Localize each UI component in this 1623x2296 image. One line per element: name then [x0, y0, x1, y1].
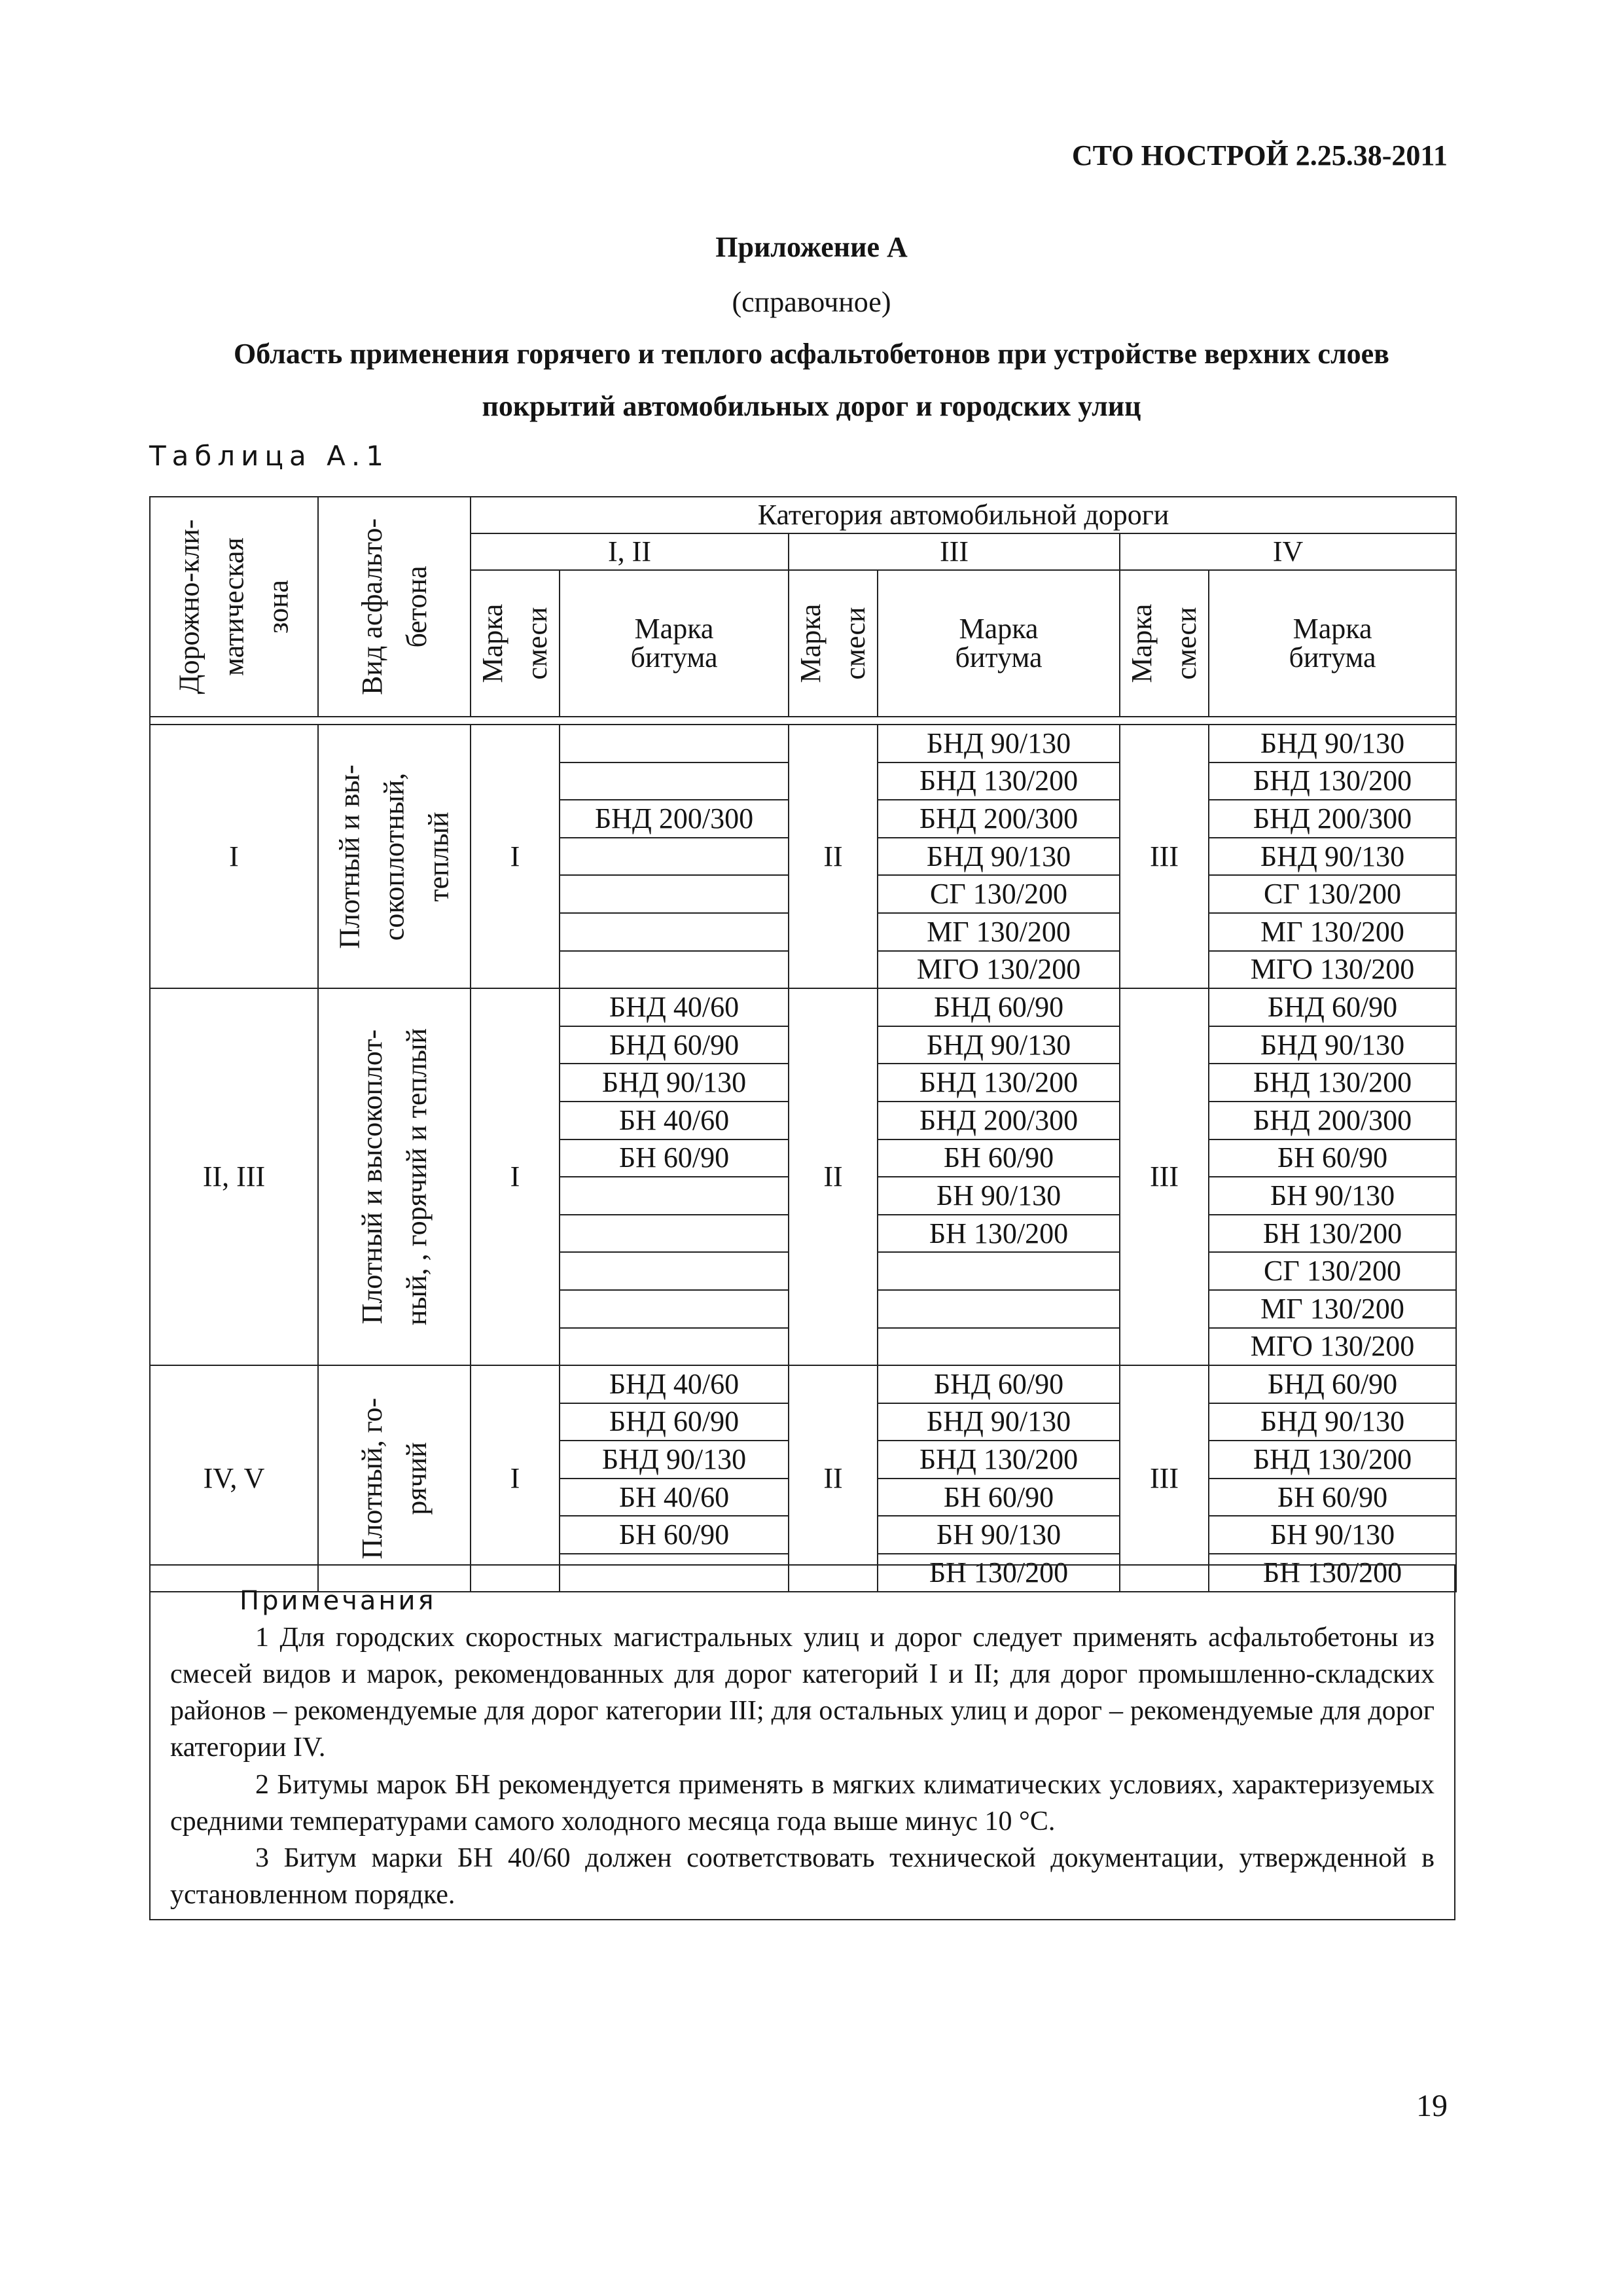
cell-bitumen-grade: БНД 90/130	[560, 1064, 789, 1102]
cell-bitumen-grade: БН 40/60	[560, 1102, 789, 1139]
appendix-heading-line2: покрытий автомобильных дорог и городских улиц	[482, 390, 1141, 422]
cell-bitumen-grade: БНД 130/200	[1209, 762, 1456, 800]
header-category-3: IV	[1120, 533, 1456, 570]
asphalt-table	[149, 496, 1457, 1592]
cell-bitumen-grade	[560, 875, 789, 913]
header-bitumen-line2: битума	[955, 641, 1043, 673]
note-item-1: 1 Для городских скоростных магистральных улиц и дорог следует применять асфальтобетоны из смесей видов и марок, рекомендованных для дорог категорий I и II; для дорог промышленно-складских районов – рекомендуемые для дорог категории III; для остальных улиц и дорог – рекомендуемые для дорог категории IV.	[170, 1622, 1435, 1763]
cell-bitumen-grade	[560, 913, 789, 951]
header-mix-grade	[789, 570, 878, 717]
header-bitumen-grade	[560, 570, 789, 717]
cell-bitumen-grade: БНД 200/300	[878, 1102, 1120, 1139]
cell-bitumen-grade: БНД 60/90	[878, 988, 1120, 1026]
cell-bitumen-grade: БНД 130/200	[878, 1441, 1120, 1479]
table-body	[150, 497, 1456, 1592]
cell-bitumen-grade: БНД 200/300	[1209, 1102, 1456, 1139]
cell-bitumen-grade: БНД 60/90	[560, 1403, 789, 1441]
cell-bitumen-grade: БНД 90/130	[878, 725, 1120, 762]
header-zone-line3: зона	[262, 579, 294, 634]
cell-bitumen-grade: БН 60/90	[560, 1516, 789, 1554]
cell-bitumen-grade	[560, 838, 789, 876]
header-bitumen-line2: битума	[630, 641, 718, 673]
header-bitumen-grade	[1209, 570, 1456, 717]
cell-bitumen-grade	[560, 1328, 789, 1366]
cell-bitumen-grade: МГ 130/200	[1209, 913, 1456, 951]
header-type-line1: Вид асфальто-	[355, 518, 388, 695]
cell-bitumen-grade: БН 40/60	[560, 1479, 789, 1516]
table-row	[150, 1365, 1456, 1403]
cell-bitumen-grade: БНД 60/90	[560, 1026, 789, 1064]
table-row	[150, 725, 1456, 762]
header-bitumen-line2: битума	[1289, 641, 1376, 673]
cell-concrete-type-line: Плотный и высокоплот-	[355, 1029, 388, 1325]
table-row	[150, 988, 1456, 1026]
cell-bitumen-grade: БНД 60/90	[1209, 988, 1456, 1026]
cell-mix-grade: III	[1120, 1365, 1209, 1592]
cell-bitumen-grade: МГ 130/200	[1209, 1290, 1456, 1328]
cell-bitumen-grade: БН 130/200	[1209, 1554, 1456, 1592]
header-mix-line1: Марка	[1125, 603, 1158, 683]
cell-bitumen-grade: БН 130/200	[1209, 1215, 1456, 1253]
cell-bitumen-grade: МГО 130/200	[878, 951, 1120, 989]
header-category-2: III	[789, 533, 1120, 570]
cell-bitumen-grade: БН 60/90	[878, 1479, 1120, 1516]
cell-zone: IV, V	[150, 1365, 318, 1592]
cell-bitumen-grade: БН 130/200	[878, 1215, 1120, 1253]
cell-bitumen-grade: СГ 130/200	[1209, 1252, 1456, 1290]
cell-bitumen-grade: СГ 130/200	[1209, 875, 1456, 913]
header-zone	[150, 497, 318, 717]
cell-bitumen-grade	[878, 1252, 1120, 1290]
note-item-2: 2 Битумы марок БН рекомендуется применять в мягких климатических условиях, характеризуемых средними температурами самого холодного месяца года выше минус 10 °С.	[170, 1769, 1435, 1837]
header-category-1: I, II	[471, 533, 789, 570]
cell-bitumen-grade: БНД 130/200	[1209, 1064, 1456, 1102]
document-code: СТО НОСТРОЙ 2.25.38-2011	[1071, 139, 1448, 171]
cell-mix-grade: II	[789, 1365, 878, 1592]
cell-bitumen-grade: БН 60/90	[1209, 1479, 1456, 1516]
cell-bitumen-grade	[560, 725, 789, 762]
cell-bitumen-grade: БНД 90/130	[878, 838, 1120, 876]
cell-bitumen-grade: БНД 90/130	[1209, 838, 1456, 876]
cell-bitumen-grade: БН 90/130	[1209, 1177, 1456, 1215]
appendix-title: Приложение А	[715, 231, 908, 263]
table-label: Таблица А.1	[149, 440, 389, 472]
cell-bitumen-grade: БН 130/200	[878, 1554, 1120, 1592]
cell-concrete-type-line: Плотный и вы-	[333, 764, 366, 949]
cell-bitumen-grade: БНД 60/90	[878, 1365, 1120, 1403]
cell-bitumen-grade: БНД 130/200	[1209, 1441, 1456, 1479]
cell-bitumen-grade: БНД 90/130	[1209, 1026, 1456, 1064]
cell-concrete-type	[318, 725, 471, 988]
cell-bitumen-grade	[560, 1252, 789, 1290]
cell-bitumen-grade: БНД 60/90	[1209, 1365, 1456, 1403]
cell-bitumen-grade: БНД 90/130	[878, 1403, 1120, 1441]
cell-bitumen-grade: МГО 130/200	[1209, 951, 1456, 989]
header-zone-line2: матическая	[217, 537, 250, 676]
cell-bitumen-grade: БНД 90/130	[1209, 725, 1456, 762]
appendix-heading-line1: Область применения горячего и теплого асфальтобетонов при устройстве верхних слоев	[234, 338, 1389, 370]
cell-concrete-type-line: теплый	[422, 811, 455, 902]
cell-bitumen-grade: МГО 130/200	[1209, 1328, 1456, 1366]
cell-concrete-type-line: рячий	[400, 1442, 433, 1515]
cell-bitumen-grade: БНД 90/130	[878, 1026, 1120, 1064]
cell-bitumen-grade	[560, 951, 789, 989]
header-bitumen-line1: Марка	[959, 613, 1039, 645]
cell-concrete-type-line: Плотный, го-	[355, 1397, 388, 1560]
cell-bitumen-grade: БН 60/90	[878, 1139, 1120, 1177]
cell-concrete-type-line: ный, , горячий и теплый	[400, 1028, 433, 1326]
cell-bitumen-grade	[878, 1328, 1120, 1366]
header-bitumen-grade	[878, 570, 1120, 717]
cell-concrete-type	[318, 988, 471, 1365]
cell-concrete-type	[318, 1365, 471, 1592]
cell-bitumen-grade: БНД 40/60	[560, 988, 789, 1026]
cell-mix-grade: I	[471, 988, 560, 1365]
header-concrete-type	[318, 497, 471, 717]
header-mix-line1: Марка	[794, 603, 827, 683]
page-number: 19	[1416, 2089, 1448, 2123]
appendix-type: (справочное)	[732, 286, 891, 318]
cell-bitumen-grade: БНД 130/200	[878, 1064, 1120, 1102]
header-road-category: Категория автомобильной дороги	[471, 497, 1456, 533]
cell-concrete-type-line: сокоплотный,	[378, 772, 410, 941]
cell-mix-grade: III	[1120, 988, 1209, 1365]
header-mix-line2: смеси	[839, 607, 871, 680]
cell-bitumen-grade: БН 60/90	[1209, 1139, 1456, 1177]
cell-bitumen-grade: БН 90/130	[1209, 1516, 1456, 1554]
cell-mix-grade: I	[471, 725, 560, 988]
cell-mix-grade: I	[471, 1365, 560, 1592]
cell-bitumen-grade	[878, 1290, 1120, 1328]
cell-bitumen-grade	[560, 1215, 789, 1253]
header-mix-line2: смеси	[521, 607, 553, 680]
cell-bitumen-grade	[560, 1290, 789, 1328]
cell-bitumen-grade: БНД 90/130	[1209, 1403, 1456, 1441]
cell-bitumen-grade	[560, 1177, 789, 1215]
cell-bitumen-grade: БНД 200/300	[1209, 800, 1456, 838]
header-zone-line1: Дорожно-кли-	[173, 519, 205, 694]
cell-bitumen-grade: БН 60/90	[560, 1139, 789, 1177]
header-mix-grade	[1120, 570, 1209, 717]
header-mix-line2: смеси	[1170, 607, 1202, 680]
header-mix-line1: Марка	[476, 603, 508, 683]
cell-zone: II, III	[150, 988, 318, 1365]
note-item-3: 3 Битум марки БН 40/60 должен соответствовать технической документации, утвержденной в установленном порядке.	[170, 1843, 1435, 1910]
cell-mix-grade: II	[789, 988, 878, 1365]
notes-box	[149, 1564, 1455, 1920]
cell-bitumen-grade: БНД 130/200	[878, 762, 1120, 800]
cell-bitumen-grade: СГ 130/200	[878, 875, 1120, 913]
cell-bitumen-grade	[560, 762, 789, 800]
cell-zone: I	[150, 725, 318, 988]
header-bitumen-line1: Марка	[1293, 613, 1372, 645]
cell-bitumen-grade: БНД 40/60	[560, 1365, 789, 1403]
cell-mix-grade: III	[1120, 725, 1209, 988]
cell-mix-grade: II	[789, 725, 878, 988]
header-bitumen-line1: Марка	[634, 613, 714, 645]
notes-heading: Примечания	[240, 1586, 437, 1616]
cell-bitumen-grade: БНД 90/130	[560, 1441, 789, 1479]
cell-bitumen-grade: МГ 130/200	[878, 913, 1120, 951]
cell-bitumen-grade: БН 90/130	[878, 1516, 1120, 1554]
cell-bitumen-grade: БН 90/130	[878, 1177, 1120, 1215]
header-type-line2: бетона	[400, 565, 433, 648]
header-mix-grade	[471, 570, 560, 717]
cell-bitumen-grade: БНД 200/300	[878, 800, 1120, 838]
cell-bitumen-grade: БНД 200/300	[560, 800, 789, 838]
